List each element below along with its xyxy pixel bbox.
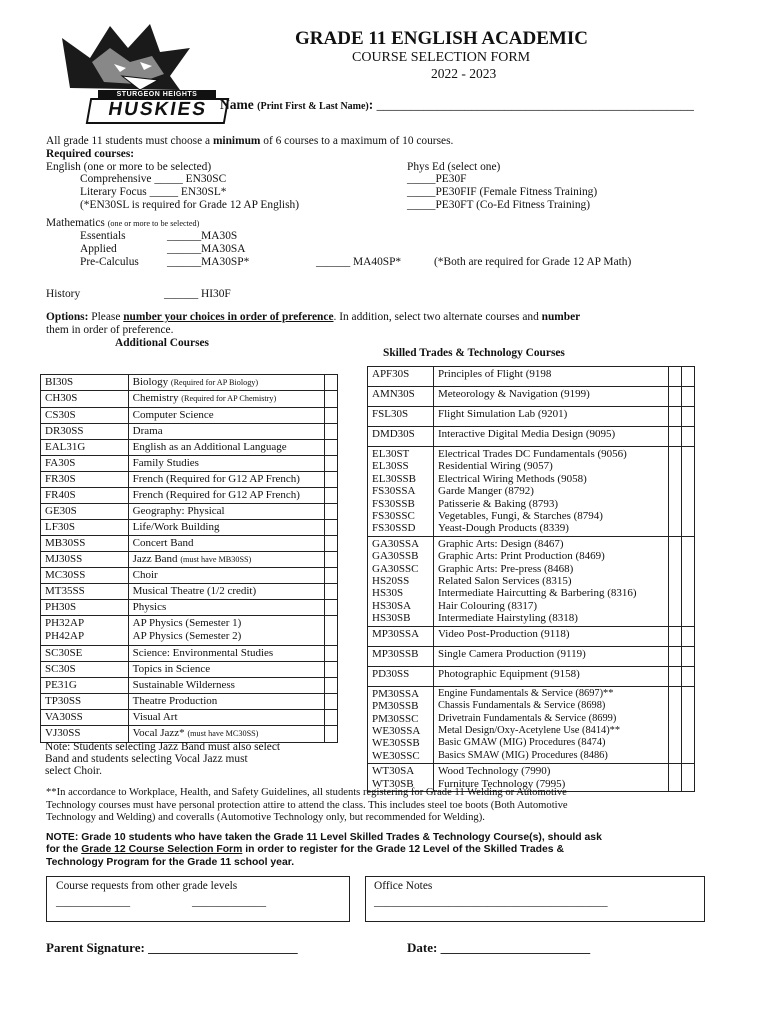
course-title: Choir xyxy=(132,569,158,582)
course-code: MB30SS xyxy=(41,535,129,551)
grade10-note-line: Technology Program for the Grade 11 school year. xyxy=(46,856,295,868)
preference-box[interactable] xyxy=(324,391,337,407)
name-hint: (Print First & Last Name) xyxy=(257,101,369,112)
safety-note-line: Technology courses must have personal protection attire to attend the class. This includes steel toe boots (Both Automotive xyxy=(46,799,568,811)
additional-course-row xyxy=(41,487,338,503)
course-code: FR30S xyxy=(41,471,129,487)
course-title: English as an Additional Language xyxy=(132,440,287,453)
math-name: Pre-Calculus xyxy=(80,256,139,268)
course-requests-label: Course requests from other grade levels xyxy=(56,880,238,892)
intro-text xyxy=(46,135,453,148)
options-label: Options: xyxy=(46,311,89,323)
course-name xyxy=(128,551,324,567)
course-title: Theatre Production xyxy=(132,695,218,708)
course-title: Science: Environmental Studies xyxy=(132,647,274,660)
date-field[interactable]: Date: _______________________ xyxy=(407,940,591,955)
course-name xyxy=(128,726,324,742)
course-name xyxy=(128,694,324,710)
preference-box[interactable] xyxy=(669,447,682,537)
preference-box[interactable] xyxy=(669,666,682,686)
alternate-box[interactable] xyxy=(682,447,695,537)
course-title: Chemistry xyxy=(132,392,179,405)
options-t2: number your choices in order of preference xyxy=(123,311,334,323)
course-code: MC30SS xyxy=(41,568,129,584)
course-title: Concert Band xyxy=(132,536,194,549)
alternate-box[interactable] xyxy=(682,764,695,792)
grade10-note xyxy=(46,832,602,869)
alternate-box[interactable] xyxy=(682,407,695,427)
intro-post: of 6 courses to a maximum of 10 courses. xyxy=(260,135,454,147)
course-name: Wood Technology (7990) Furniture Technology (7995) xyxy=(434,764,669,792)
course-name xyxy=(128,519,324,535)
math-name: Essentials xyxy=(80,230,126,242)
preference-box[interactable] xyxy=(324,535,337,551)
course-title: Topics in Science xyxy=(132,663,211,676)
history-label: History xyxy=(46,288,81,300)
alternate-box[interactable] xyxy=(682,646,695,666)
course-code: VJ30SS xyxy=(41,726,129,742)
name-line: _______________________________________________ xyxy=(376,97,694,112)
additional-courses-table xyxy=(40,374,338,743)
parent-signature-field[interactable]: Parent Signature: _______________________ xyxy=(46,940,298,955)
english-comprehensive[interactable]: Comprehensive _____ EN30SC xyxy=(80,173,227,185)
course-code: APF30S xyxy=(368,367,434,387)
additional-course-row xyxy=(41,616,338,646)
math-ma40-code[interactable]: ______ MA40SP* xyxy=(316,256,402,268)
trades-course-row xyxy=(368,666,695,686)
additional-course-row xyxy=(41,471,338,487)
course-name xyxy=(128,375,324,391)
course-name xyxy=(128,487,324,503)
school-year: 2022 - 2023 xyxy=(431,66,497,81)
name-label: Name xyxy=(220,97,254,112)
preference-box[interactable] xyxy=(324,471,337,487)
english-literary[interactable]: Literary Focus _____ EN30SL* xyxy=(80,186,227,198)
grade10-note-post: in order to register for the Grade 12 Level of the Skilled Trades & xyxy=(242,844,564,856)
safety-note-line: **In accordance to Workplace, Health, and Safety Guidelines, all students registering for Grade 11 Welding or Automotive xyxy=(46,787,567,798)
preference-box[interactable] xyxy=(669,407,682,427)
course-title: Visual Art xyxy=(132,711,178,724)
course-code: DR30SS xyxy=(41,423,129,439)
additional-course-row xyxy=(41,375,338,391)
additional-course-row xyxy=(41,710,338,726)
form-title: GRADE 11 ENGLISH ACADEMIC xyxy=(295,28,588,49)
jazz-note xyxy=(45,741,280,777)
required-heading: Required courses: xyxy=(46,148,135,160)
alternate-box[interactable] xyxy=(682,666,695,686)
phys-ed-option[interactable]: _____PE30F xyxy=(407,173,467,185)
history-code[interactable]: ______ HI30F xyxy=(164,288,231,300)
course-code: CS30S xyxy=(41,407,129,423)
course-name: Photographic Equipment (9158) xyxy=(434,666,669,686)
course-name xyxy=(128,471,324,487)
course-code: PH32AP PH42AP xyxy=(41,616,129,646)
course-title: Physics xyxy=(132,601,167,614)
course-title: Jazz Band xyxy=(132,552,178,565)
course-name: Meteorology & Navigation (9199) xyxy=(434,387,669,407)
jazz-note-line: select Choir. xyxy=(45,765,102,777)
course-code: WT30SA WT30SB xyxy=(368,764,434,792)
course-title: French (Required for G12 AP French) xyxy=(132,488,300,501)
alternate-box[interactable] xyxy=(682,536,695,626)
course-name xyxy=(128,662,324,678)
course-name xyxy=(128,391,324,407)
course-requests-box[interactable] xyxy=(46,876,350,922)
preference-box[interactable] xyxy=(324,600,337,616)
logo-school-name: STURGEON HEIGHTS xyxy=(98,90,216,100)
course-note: (Required for AP Chemistry) xyxy=(181,394,277,404)
trades-course-row xyxy=(368,387,695,407)
preference-box[interactable] xyxy=(324,584,337,600)
course-title: Drama xyxy=(132,424,163,437)
additional-course-row xyxy=(41,568,338,584)
course-title: AP Physics (Semester 1) AP Physics (Semester 2) xyxy=(132,617,242,642)
additional-course-row xyxy=(41,535,338,551)
additional-course-row xyxy=(41,584,338,600)
trades-course-row xyxy=(368,427,695,447)
english-heading: English (one or more to be selected) xyxy=(46,161,212,173)
course-title: Life/Work Building xyxy=(132,520,220,533)
course-code: EL30ST EL30SS EL30SSB FS30SSA FS30SSB FS30SSC FS30SSD xyxy=(368,447,434,537)
course-code: DMD30S xyxy=(368,427,434,447)
course-code: MP30SSB xyxy=(368,646,434,666)
preference-box[interactable] xyxy=(669,387,682,407)
course-name: Principles of Flight (9198 xyxy=(434,367,669,387)
preference-box[interactable] xyxy=(324,455,337,471)
course-code: FSL30S xyxy=(368,407,434,427)
name-field[interactable] xyxy=(220,97,694,113)
office-notes-line[interactable]: _________________________________________ xyxy=(374,896,608,908)
course-code: PE31G xyxy=(41,678,129,694)
math-code[interactable]: ______MA30S xyxy=(167,230,238,242)
english-note: (*EN30SL is required for Grade 12 AP English) xyxy=(80,199,300,211)
school-logo xyxy=(40,18,218,122)
trades-courses-table xyxy=(367,366,695,792)
course-title: Biology xyxy=(132,376,169,388)
preference-box[interactable] xyxy=(324,487,337,503)
course-title: Family Studies xyxy=(132,456,199,469)
course-requests-line[interactable]: _____________ xyxy=(56,896,131,908)
alternate-box[interactable] xyxy=(682,427,695,447)
additional-course-row xyxy=(41,726,338,742)
course-code: GA30SSA GA30SSB GA30SSC HS20SS HS30S HS30SA HS30SB xyxy=(368,536,434,626)
jazz-note-line: Note: Students selecting Jazz Band must also select xyxy=(45,741,281,753)
course-name xyxy=(128,407,324,423)
intro-pre: All grade 11 students must choose a xyxy=(46,135,213,147)
course-code: BI30S xyxy=(41,375,129,391)
course-name xyxy=(128,568,324,584)
alternate-box[interactable] xyxy=(682,686,695,763)
math-code[interactable]: ______MA30SA xyxy=(167,243,246,255)
course-title: Sustainable Wilderness xyxy=(132,679,235,692)
course-name xyxy=(128,455,324,471)
additional-course-row xyxy=(41,407,338,423)
trades-course-row xyxy=(368,367,695,387)
math-code[interactable]: ______MA30SP* xyxy=(167,256,250,268)
trades-course-row xyxy=(368,447,695,537)
course-title: French (Required for G12 AP French) xyxy=(132,472,300,485)
additional-course-row xyxy=(41,646,338,662)
course-title: Computer Science xyxy=(132,408,214,421)
additional-course-row xyxy=(41,519,338,535)
trades-course-row xyxy=(368,626,695,646)
course-name xyxy=(128,678,324,694)
safety-note xyxy=(46,787,568,825)
course-name xyxy=(128,600,324,616)
preference-box[interactable] xyxy=(669,646,682,666)
preference-box[interactable] xyxy=(324,710,337,726)
alternate-box[interactable] xyxy=(682,387,695,407)
trades-heading: Skilled Trades & Technology Courses xyxy=(383,347,565,359)
preference-box[interactable] xyxy=(324,646,337,662)
options-t4: number xyxy=(541,311,581,323)
trades-course-row xyxy=(368,646,695,666)
course-code: EAL31G xyxy=(41,439,129,455)
course-name xyxy=(128,535,324,551)
course-name xyxy=(128,710,324,726)
course-code: PH30S xyxy=(41,600,129,616)
additional-course-row xyxy=(41,391,338,407)
course-name xyxy=(128,439,324,455)
course-code: MT35SS xyxy=(41,584,129,600)
preference-box[interactable] xyxy=(324,423,337,439)
grade10-note-line: NOTE: Grade 10 students who have taken the Grade 11 Level Skilled Trades & Technology Course(s), should ask xyxy=(46,832,602,843)
additional-course-row xyxy=(41,678,338,694)
preference-box[interactable] xyxy=(324,407,337,423)
course-title: Musical Theatre (1/2 credit) xyxy=(132,585,257,598)
course-name: Flight Simulation Lab (9201) xyxy=(434,407,669,427)
additional-course-row xyxy=(41,694,338,710)
course-name: Electrical Trades DC Fundamentals (9056) Residential Wiring (9057) Electrical Wiring Methods (9058) Garde Manger (8792) Patisserie & Baking (8793) Vegetables, Fungi, & Starches (8794) Yeast-Dough Products (8339) xyxy=(434,447,669,537)
additional-course-row xyxy=(41,439,338,455)
office-notes-box[interactable] xyxy=(365,876,705,922)
course-name xyxy=(128,646,324,662)
preference-box[interactable] xyxy=(324,662,337,678)
logo-team-name: HUSKIES xyxy=(86,98,230,124)
preference-box[interactable] xyxy=(324,568,337,584)
grade10-note-line xyxy=(46,844,602,856)
course-title: Geography: Physical xyxy=(132,504,225,517)
course-name: Interactive Digital Media Design (9095) xyxy=(434,427,669,447)
course-code: PM30SSA PM30SSB PM30SSC WE30SSA WE30SSB WE30SSC xyxy=(368,686,434,763)
additional-courses-heading: Additional Courses xyxy=(115,337,209,349)
course-name: Single Camera Production (9119) xyxy=(434,646,669,666)
preference-box[interactable] xyxy=(324,726,337,742)
course-note: (must have MC30SS) xyxy=(187,729,259,739)
preference-box[interactable] xyxy=(324,375,337,391)
alternate-box[interactable] xyxy=(682,367,695,387)
course-code: FA30S xyxy=(41,455,129,471)
course-title: Vocal Jazz* xyxy=(132,727,185,740)
course-code: VA30SS xyxy=(41,710,129,726)
form-subtitle: COURSE SELECTION FORM xyxy=(352,50,531,65)
preference-box[interactable] xyxy=(324,439,337,455)
course-code: SC30SE xyxy=(41,646,129,662)
course-code: GE30S xyxy=(41,503,129,519)
alternate-box[interactable] xyxy=(682,626,695,646)
name-colon: : xyxy=(368,97,374,112)
preference-box[interactable] xyxy=(669,686,682,763)
preference-box[interactable] xyxy=(324,503,337,519)
course-name xyxy=(128,584,324,600)
preference-box[interactable] xyxy=(324,678,337,694)
jazz-note-line: Band and students selecting Vocal Jazz must xyxy=(45,753,248,765)
course-code: MJ30SS xyxy=(41,551,129,567)
course-code: SC30S xyxy=(41,662,129,678)
additional-course-row xyxy=(41,455,338,471)
preference-box[interactable] xyxy=(324,519,337,535)
course-code: FR40S xyxy=(41,487,129,503)
math-heading xyxy=(46,217,199,230)
math-name: Applied xyxy=(80,243,117,255)
course-name: Engine Fundamentals & Service (8697)** Chassis Fundamentals & Service (8698) Drivetrain Fundamentals & Service (8699) Metal Design/Oxy-Acetylene Use (8414)** Basic GMAW (MIG) Procedures (8474) Basics SMAW (MIG) Procedures (8486) xyxy=(434,686,669,763)
trades-course-row xyxy=(368,407,695,427)
phys-ed-option[interactable]: _____PE30FIF (Female Fitness Training) xyxy=(407,186,598,198)
grade10-note-pre: for the xyxy=(46,844,82,856)
course-code: LF30S xyxy=(41,519,129,535)
options-text-2: them in order of preference. xyxy=(46,324,174,336)
preference-box[interactable] xyxy=(669,536,682,626)
safety-note-line: Technology and Welding) and coveralls (Automotive Technology only, but recommended for Welding). xyxy=(46,812,485,823)
additional-course-row xyxy=(41,503,338,519)
course-requests-line[interactable]: _____________ xyxy=(192,896,267,908)
grade10-form-link[interactable]: Grade 12 Course Selection Form xyxy=(81,844,243,856)
course-code: PD30SS xyxy=(368,666,434,686)
options-text xyxy=(46,311,580,324)
course-name xyxy=(128,423,324,439)
course-name xyxy=(128,503,324,519)
course-name: Graphic Arts: Design (8467) Graphic Arts: Print Production (8469) Graphic Arts: Pre-press (8468) Related Salon Services (8315) Intermediate Haircutting & Barbering (8316) Hair Colouring (8317) Intermediate Hairstyling (8318) xyxy=(434,536,669,626)
options-t3: . In addition, select two alternate courses and xyxy=(333,311,542,323)
course-note: (Required for AP Biology) xyxy=(170,378,259,387)
intro-minimum: minimum xyxy=(212,135,261,147)
course-code: TP30SS xyxy=(41,694,129,710)
course-code: MP30SSA xyxy=(368,626,434,646)
trades-course-row xyxy=(368,686,695,763)
preference-box[interactable] xyxy=(324,551,337,567)
trades-course-row xyxy=(368,536,695,626)
phys-ed-option[interactable]: _____PE30FT (Co-Ed Fitness Training) xyxy=(407,199,591,211)
math-ap-note: (*Both are required for Grade 12 AP Math) xyxy=(434,256,632,268)
additional-course-row xyxy=(41,662,338,678)
course-code: AMN30S xyxy=(368,387,434,407)
course-name: Video Post-Production (9118) xyxy=(434,626,669,646)
office-notes-label: Office Notes xyxy=(374,880,433,892)
preference-box[interactable] xyxy=(669,764,682,792)
additional-course-row xyxy=(41,551,338,567)
options-t1: Please xyxy=(88,311,124,323)
preference-box[interactable] xyxy=(669,427,682,447)
math-heading-text: Mathematics xyxy=(46,217,105,229)
course-code: CH30S xyxy=(41,391,129,407)
preference-box[interactable] xyxy=(324,694,337,710)
course-name xyxy=(128,616,324,646)
additional-course-row xyxy=(41,600,338,616)
phys-ed-heading: Phys Ed (select one) xyxy=(407,161,501,173)
preference-box[interactable] xyxy=(669,367,682,387)
additional-course-row xyxy=(41,423,338,439)
preference-box[interactable] xyxy=(324,616,337,646)
preference-box[interactable] xyxy=(669,626,682,646)
math-heading-note: (one or more to be selected) xyxy=(107,219,200,228)
course-note: (must have MB30SS) xyxy=(180,554,252,564)
